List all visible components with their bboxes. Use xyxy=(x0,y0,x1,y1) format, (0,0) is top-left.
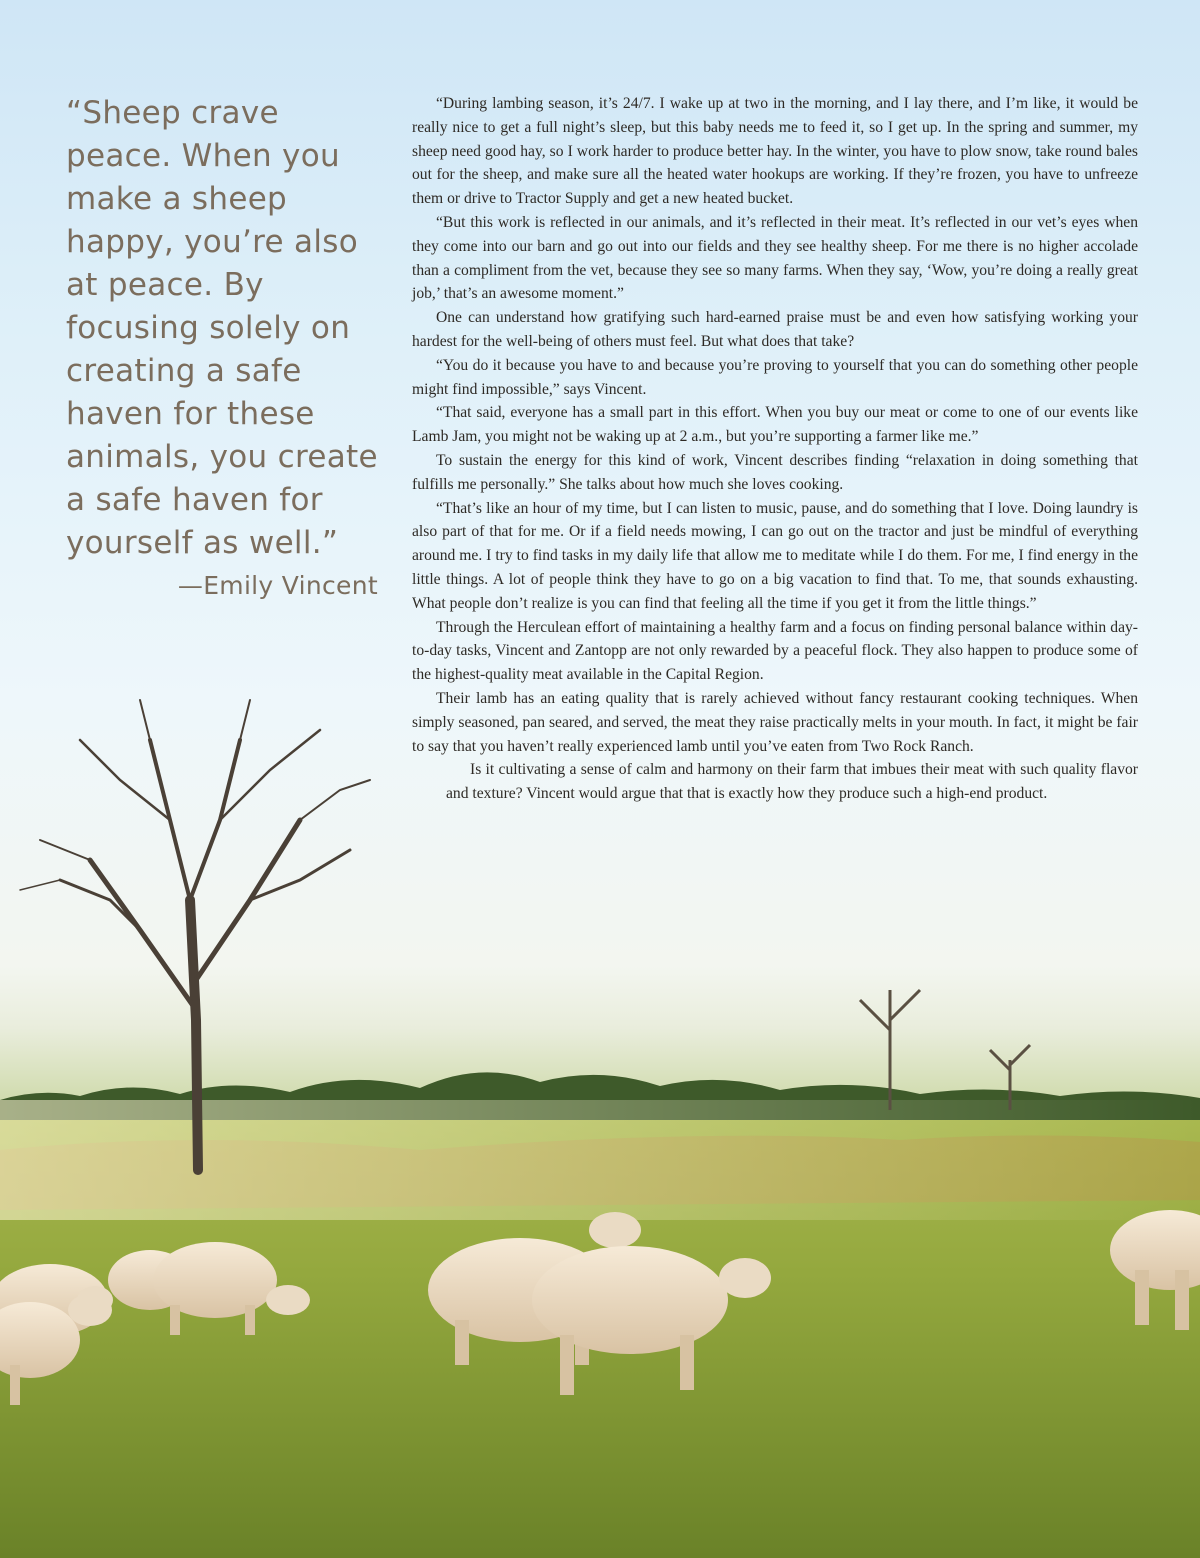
article-paragraph: “But this work is reflected in our animals, and it’s reflected in their meat. It’s reflected in our vet’s eyes when they come into our barn and go out into our fields and they see healthy sheep. For me there is no higher accolade than a compliment from the vet, because they see so many farms. When they say, ‘Wow, you’re doing a really great job,’ that’s an awesome moment.” xyxy=(412,213,1138,303)
article-paragraph: “That said, everyone has a small part in this effort. When you buy our meat or come to one of our events like Lamb Jam, you might not be waking up at 2 a.m., but you’re supporting a farmer like me.” xyxy=(412,404,1138,446)
article-paragraph: “During lambing season, it’s 24/7. I wake up at two in the morning, and I lay there, and I’m like, it would be really nice to get a full night’s sleep, but this baby needs me to feed it, so I get up. In the spring and summer, my sheep need good hay, so I work harder to produce better hay. In the winter, you have to plow snow, take round bales out for the sheep, and make sure all the heated water hookups are working. If they’re frozen, you have to unfreeze them or drive to Tractor Supply and get a new heated bucket. xyxy=(412,95,1138,208)
article-paragraph: “That’s like an hour of my time, but I can listen to music, pause, and do something that I love. Doing laundry is also part of that for me. Or if a field needs mowing, I can go out on the tractor and just be mindful of everything around me. I try to find tasks in my daily life that allow me to meditate while I do them. For me, I find energy in the little things. A lot of people think they have to go on a big vacation to find that. To me, that sounds exhausting. What people don’t realize is you can find that feeling all the time if you get it from the little things.” xyxy=(412,499,1138,612)
article-body xyxy=(412,92,1138,806)
article-paragraph: Is it cultivating a sense of calm and harmony on their farm that imbues their meat with such quality flavor and texture? Vincent would argue that that is exactly how they produce such a high-end product. xyxy=(446,761,1138,803)
article-paragraph: One can understand how gratifying such hard-earned praise must be and even how satisfying working your hardest for the well-being of others must feel. But what does that take? xyxy=(412,309,1138,350)
article-paragraph: “You do it because you have to and because you’re proving to yourself that you can do something other people might find impossible,” says Vincent. xyxy=(412,356,1138,398)
article-paragraph: Through the Herculean effort of maintaining a healthy farm and a focus on finding personal balance within day-to-day tasks, Vincent and Zantopp are not only rewarded by a peaceful flock. They also happen to produce some of the highest-quality meat available in the Capital Region. xyxy=(412,618,1138,684)
pull-quote xyxy=(66,92,384,603)
article-paragraph: To sustain the energy for this kind of work, Vincent describes finding “relaxation in doing something that fulfills me personally.” She talks about how much she loves cooking. xyxy=(412,451,1138,493)
pull-quote-attribution: —Emily Vincent xyxy=(177,571,378,600)
pull-quote-text: “Sheep crave peace. When you make a sheep happy, you’re also at peace. By focusing solely on creating a safe haven for these animals, you create a safe haven for yourself as well.” xyxy=(66,95,378,561)
article-paragraph: Their lamb has an eating quality that is rarely achieved without fancy restaurant cooking techniques. When simply seasoned, pan seared, and served, the meat they raise practically melts in your mouth. In fact, it might be fair to say that you haven’t really experienced lamb until you’ve eaten from Two Rock Ranch. xyxy=(412,689,1138,755)
